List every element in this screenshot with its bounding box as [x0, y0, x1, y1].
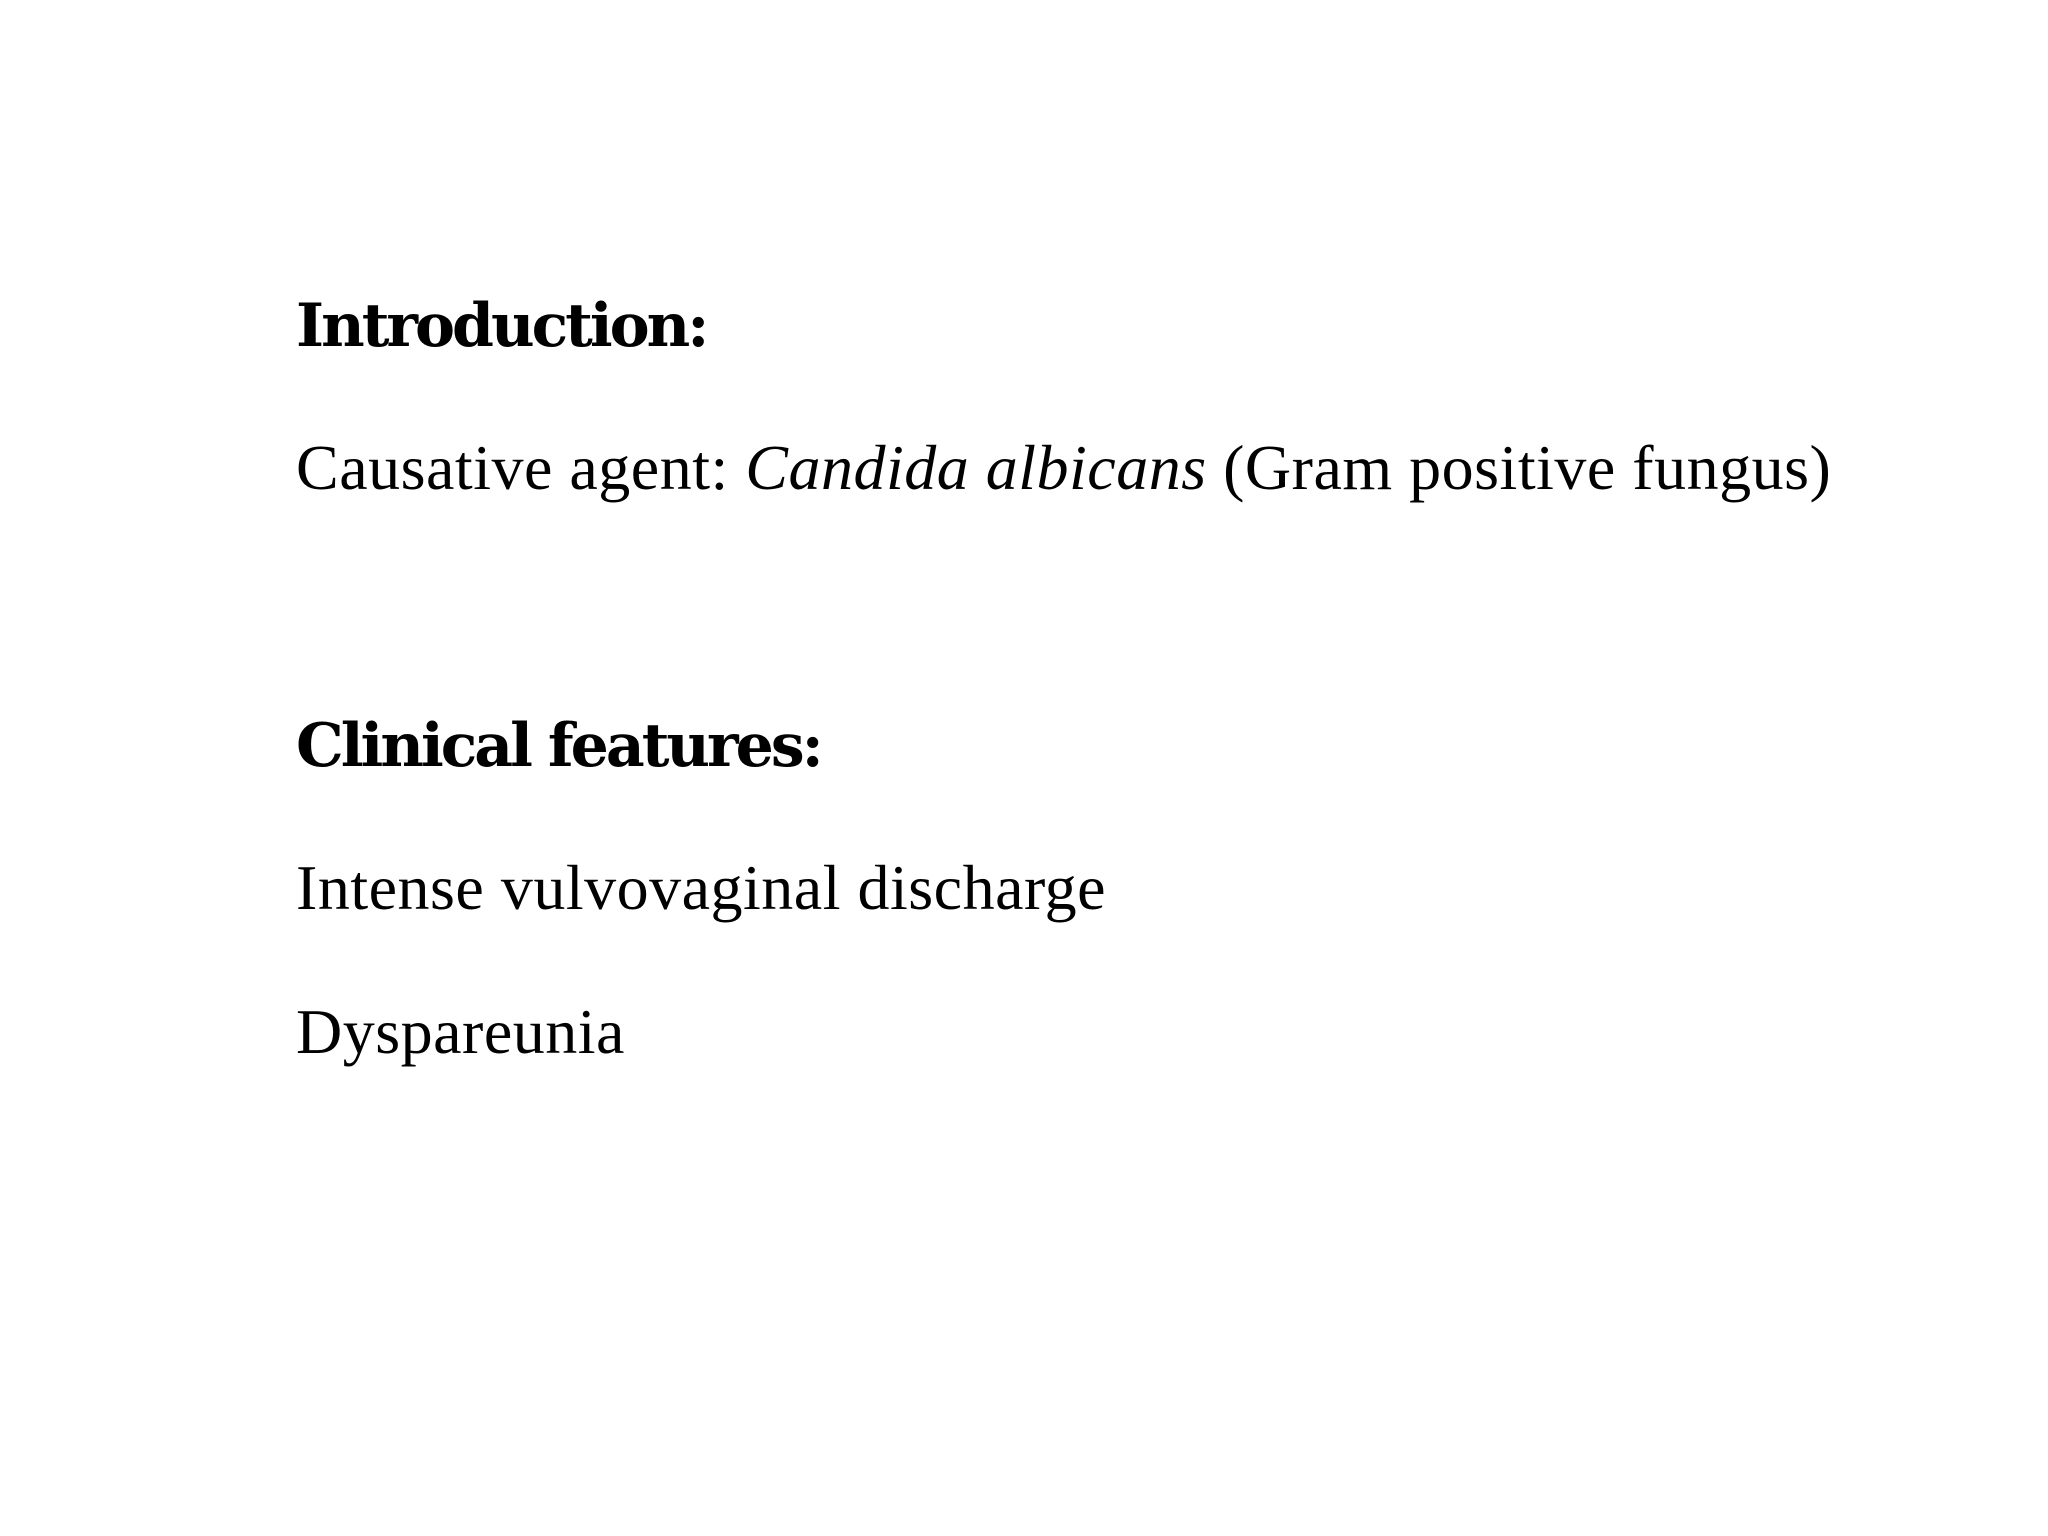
clinical-feature-item: Intense vulvovaginal discharge — [296, 852, 1107, 923]
introduction-heading: Introduction: — [296, 291, 707, 361]
causative-agent-label: Causative agent: — [296, 432, 729, 503]
clinical-features-heading: Clinical features: — [296, 711, 821, 781]
organism-name: Candida albicans — [745, 432, 1207, 503]
organism-note: (Gram positive fungus) — [1223, 432, 1832, 503]
causative-agent-line — [296, 432, 1832, 503]
clinical-feature-item: Dyspareunia — [296, 996, 625, 1067]
